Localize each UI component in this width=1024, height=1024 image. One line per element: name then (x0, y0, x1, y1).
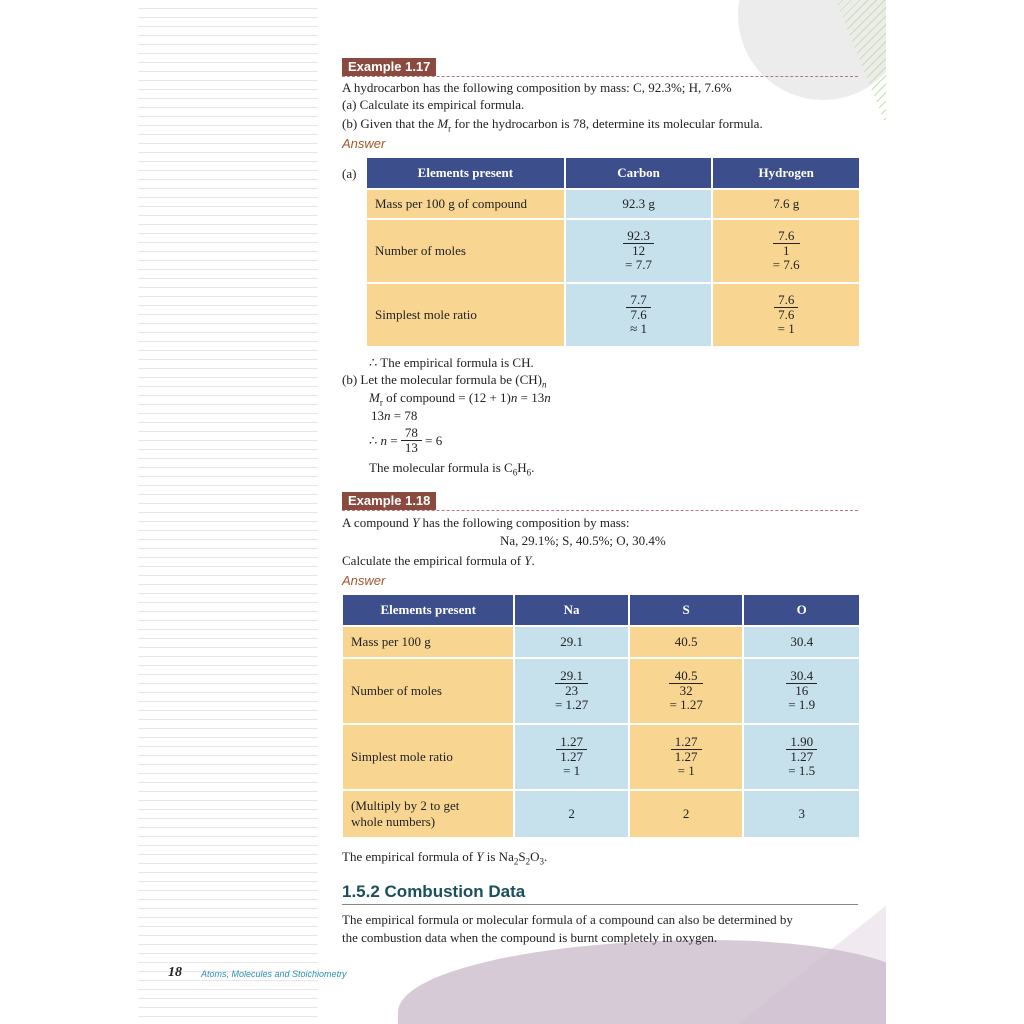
page (138, 0, 886, 1024)
example-badge: Example 1.18 (342, 492, 436, 510)
fraction-cell: 40.5 32 = 1.27 (629, 658, 744, 724)
part-b-text: (b) Let the molecular formula be $(CH)_n$ (342, 372, 547, 390)
row-label: Simplest mole ratio (366, 283, 565, 347)
lined-margin (138, 0, 318, 1024)
table-cell: 29.1 (514, 626, 629, 658)
row-label: Number of moles (366, 219, 565, 283)
composition-text: Na, 29.1%; S, 40.5%; O, 30.4% (500, 533, 666, 548)
fraction-cell: 1.27 1.27 = 1 (629, 724, 744, 790)
table-cell: 92.3 g (565, 189, 713, 219)
paragraph-line: the combustion data when the compound is burnt completely in oxygen. (342, 930, 718, 945)
question-text: A hydrocarbon has the following composition by mass: C, 92.3%; H, 7.6% (342, 80, 732, 95)
decorative-wave (398, 940, 886, 1024)
fraction-cell: 30.4 16 = 1.9 (743, 658, 860, 724)
page-number: 18 (168, 965, 182, 980)
equation-line: 13n = 78 (371, 408, 418, 423)
section-divider (342, 904, 858, 905)
table-row (342, 790, 860, 838)
table-header-row (342, 594, 860, 626)
table-cell: 2 (629, 790, 744, 838)
table-header: Na (514, 594, 629, 626)
answer-heading: Answer (342, 573, 386, 588)
conclusion-text: ∴ The empirical formula is CH. (369, 355, 534, 370)
question-text: A compound Y has the following composition by mass: (342, 515, 630, 530)
question-text: Calculate the empirical formula of Y. (342, 553, 535, 568)
question-part-a: (a) Calculate its empirical formula. (342, 97, 525, 112)
data-table-18 (341, 593, 861, 839)
table-header-row (366, 157, 860, 189)
fraction-cell: 7.6 7.6 = 1 (712, 283, 860, 347)
table-row (366, 283, 860, 347)
fraction-cell: 1.27 1.27 = 1 (514, 724, 629, 790)
equation-fraction: ∴ n = $\frac{78}{13}$ = 6 (369, 425, 443, 455)
row-label: Mass per 100 g of compound (366, 189, 565, 219)
answer-heading: Answer (342, 136, 386, 151)
conclusion-text: The empirical formula of Y is $Na_2S_2O_3$. (342, 849, 548, 867)
row-label: Number of moles (342, 658, 514, 724)
table-row (342, 658, 860, 724)
example-badge: Example 1.17 (342, 58, 436, 76)
table-cell: 40.5 (629, 626, 744, 658)
table-header: O (743, 594, 860, 626)
table-cell: 3 (743, 790, 860, 838)
row-label: Mass per 100 g (342, 626, 514, 658)
row-label: (Multiply by 2 to get whole numbers) (342, 790, 514, 838)
paragraph-line: The empirical formula or molecular formula of a compound can also be determined by (342, 912, 793, 927)
table-cell: 7.6 g (712, 189, 860, 219)
table-row (366, 189, 860, 219)
row-label: Simplest mole ratio (342, 724, 514, 790)
fraction-cell: 92.3 12 = 7.7 (565, 219, 713, 283)
section-heading: 1.5.2 Combustion Data (342, 882, 526, 901)
table-header: Elements present (342, 594, 514, 626)
question-part-b: (b) Given that the $M_r$ for the hydrocarbon is 78, determine its molecular formula. (342, 116, 763, 134)
table-row (366, 219, 860, 283)
running-title: Atoms, Molecules and Stoichiometry (201, 969, 347, 979)
fraction-cell: 29.1 23 = 1.27 (514, 658, 629, 724)
example-header (342, 58, 858, 77)
fraction-cell: 1.90 1.27 = 1.5 (743, 724, 860, 790)
fraction-cell: 7.6 1 = 7.6 (712, 219, 860, 283)
molecular-formula-text: The molecular formula is $C_6H_6$. (369, 460, 535, 478)
table-row (342, 724, 860, 790)
table-header: Carbon (565, 157, 713, 189)
example-header (342, 492, 858, 511)
table-header: Hydrogen (712, 157, 860, 189)
table-cell: 2 (514, 790, 629, 838)
data-table-17 (365, 156, 861, 348)
fraction-cell: 7.7 7.6 ≈ 1 (565, 283, 713, 347)
equation-line: $M_r$ of compound = (12 + 1)n = 13n (369, 390, 551, 408)
part-label: (a) (342, 166, 357, 181)
table-header: Elements present (366, 157, 565, 189)
table-cell: 30.4 (743, 626, 860, 658)
table-header: S (629, 594, 744, 626)
table-row (342, 626, 860, 658)
